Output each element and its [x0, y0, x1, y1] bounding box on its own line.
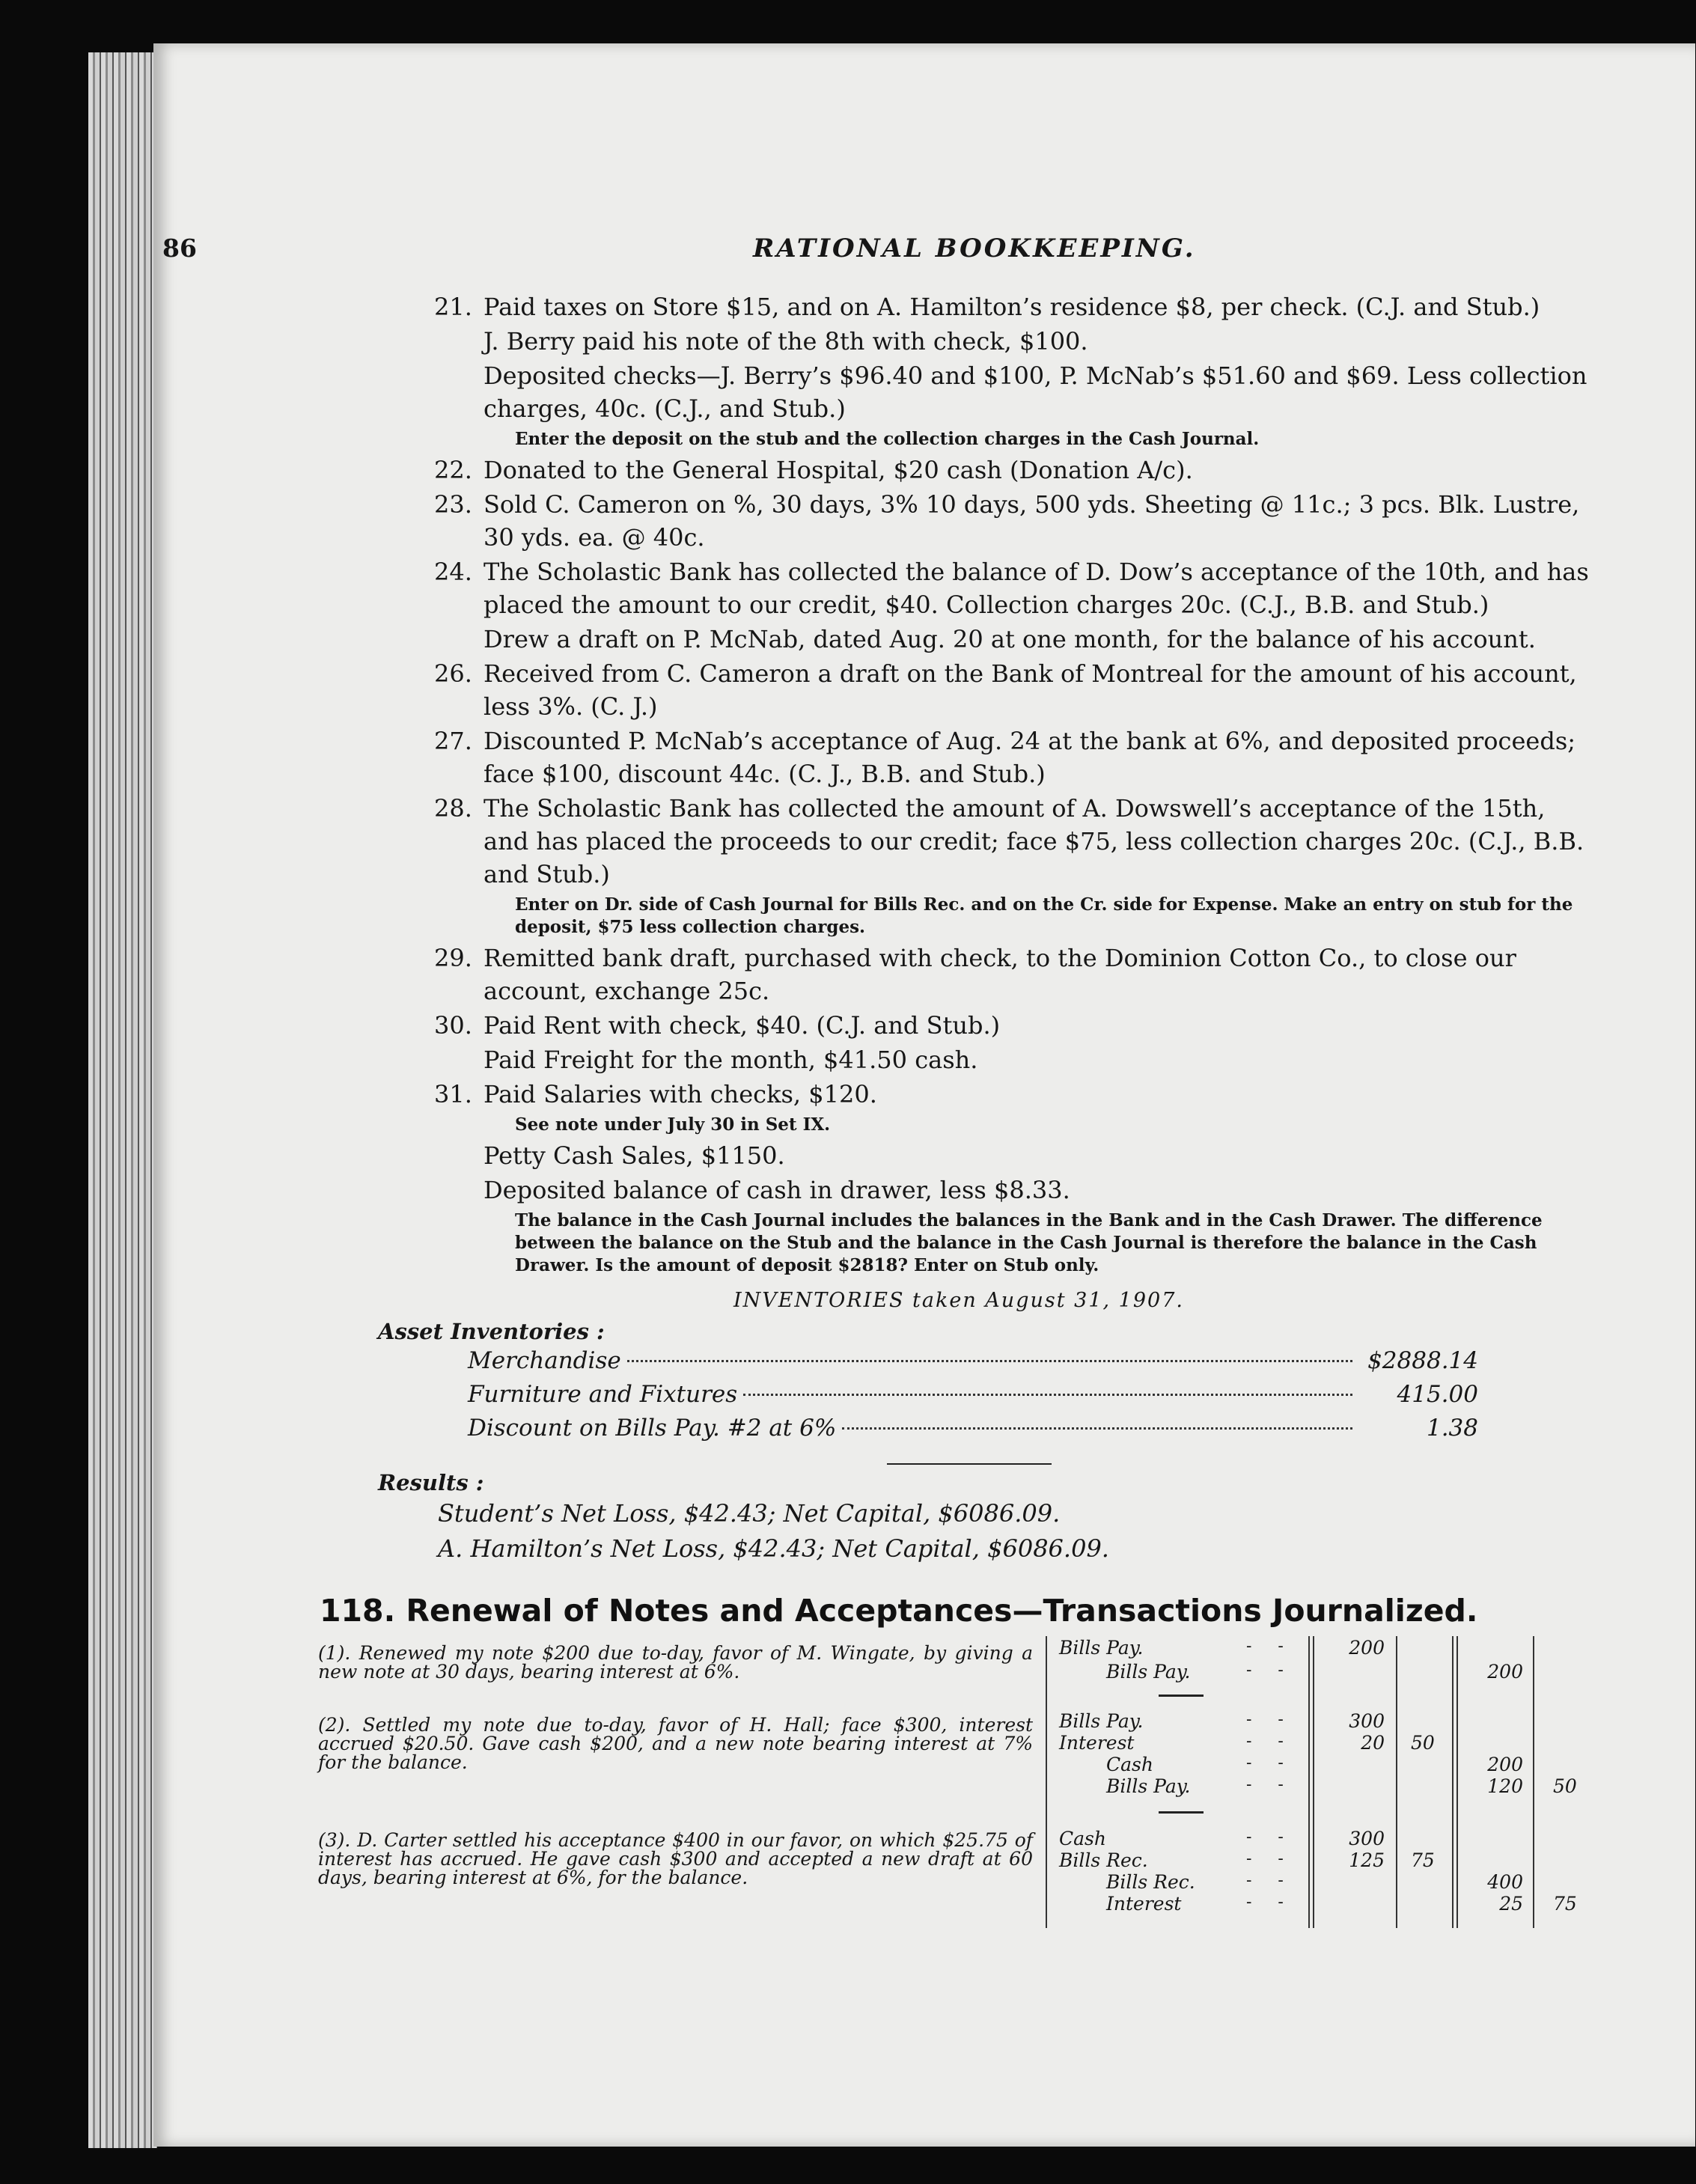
entry-day: 28. [434, 794, 472, 823]
journal-rule [1308, 1636, 1310, 1928]
entry-note: Enter the deposit on the stub and the collection charges in the Cash Journal. [515, 429, 1260, 449]
journal-account: Bills Pay. [1106, 1775, 1191, 1797]
leader-dash: - - [1246, 1637, 1284, 1656]
entry-text: Paid Salaries with checks, $120. [484, 1080, 877, 1108]
page-number: 86 [162, 234, 197, 263]
journal-rule [1313, 1636, 1314, 1928]
entry-text: Discounted P. McNab’s acceptance of Aug. 24 at the bank at 6%, and deposited proceeds; face $100, discount 44c. (C. J., B.B. and Stub.) [484, 727, 1576, 788]
journal-account: Cash [1059, 1828, 1106, 1849]
credit-amount: 25 [1499, 1893, 1523, 1915]
result-line: A. Hamilton’s Net Loss, $42.43; Net Capital, $6086.09. [438, 1534, 1109, 1563]
inventories-title: INVENTORIES taken August 31, 1907. [733, 1289, 1184, 1312]
entry-text: The Scholastic Bank has collected the balance of D. Dow’s acceptance of the 10th, and has placed the amount to our credit, $40. Collection charges 20c. (C.J., B.B. and Stub.) [484, 558, 1589, 619]
journal-account: Cash [1106, 1754, 1153, 1775]
leader-dots [743, 1394, 1352, 1396]
leader-dots [627, 1360, 1352, 1362]
journal-account: Bills Pay. [1059, 1637, 1144, 1659]
inventory-label: Discount on Bills Pay. #2 at 6% [468, 1415, 837, 1442]
entry-text: Sold C. Cameron on %, 30 days, 3% 10 days, 500 yds. Sheeting @ 11c.; 3 pcs. Blk. Lustre, 30 yds. ea. @ 40c. [484, 490, 1580, 552]
entry-31 [434, 1078, 1594, 1277]
entry-day: 27. [434, 727, 472, 755]
leader-dash: - - [1246, 1871, 1284, 1890]
entry-text: Paid Rent with check, $40. (C.J. and Stub.) [484, 1011, 1001, 1040]
leader-dash: - - [1246, 1732, 1284, 1751]
inventory-row [468, 1381, 1478, 1408]
entry-day: 31. [434, 1080, 472, 1108]
entry-29 [434, 942, 1594, 1007]
leader-dash: - - [1246, 1661, 1284, 1680]
entry-separator [1159, 1811, 1204, 1814]
divider [887, 1463, 1052, 1465]
entry-text: J. Berry paid his note of the 8th with check, $100. [484, 327, 1088, 356]
debit-cents: 50 [1411, 1732, 1435, 1754]
transaction-description: (2). Settled my note due to-day, favor of H. Hall; face $300, interest accrued $20.50. Gave cash $200, and a new note bearing interest at 7% for the balance. [318, 1714, 1033, 1773]
transaction-description: (1). Renewed my note $200 due to-day, favor of M. Wingate, by giving a new note at 30 days, bearing interest at 6%. [318, 1642, 1033, 1683]
transaction-description: (3). D. Carter settled his acceptance $400 in our favor, on which $25.75 of interest has accrued. He gave cash $300 and accepted a new draft at 60 days, bearing interest at 6%, for the balance. [318, 1829, 1033, 1888]
journal-rule [1456, 1636, 1458, 1928]
leader-dash: - - [1246, 1754, 1284, 1772]
inventory-value: 415.00 [1397, 1381, 1478, 1408]
entry-day: 22. [434, 456, 472, 484]
leader-dash: - - [1246, 1849, 1284, 1868]
journal-rule [1046, 1636, 1047, 1928]
entry-24 [434, 555, 1594, 656]
entry-day: 30. [434, 1011, 472, 1040]
entry-text: Deposited checks—J. Berry’s $96.40 and $100, P. McNab’s $51.60 and $69. Less collection charges, 40c. (C.J., and Stub.) [484, 362, 1587, 423]
inventory-label: Furniture and Fixtures [468, 1381, 738, 1408]
debit-cents: 75 [1411, 1849, 1435, 1871]
book-spine [88, 52, 157, 2148]
journal-account: Bills Pay. [1059, 1710, 1144, 1732]
entry-21 [434, 290, 1594, 451]
journal-rule [1533, 1636, 1534, 1928]
result-line: Student’s Net Loss, $42.43; Net Capital, $6086.09. [438, 1499, 1061, 1528]
leader-dash: - - [1246, 1828, 1284, 1846]
inventory-value: 1.38 [1426, 1415, 1478, 1442]
leader-dots [842, 1427, 1352, 1430]
entry-day: 24. [434, 558, 472, 586]
entry-day: 29. [434, 944, 472, 972]
entry-26 [434, 657, 1594, 723]
leader-dash: - - [1246, 1710, 1284, 1729]
entry-day: 21. [434, 293, 472, 321]
debit-amount: 300 [1349, 1828, 1385, 1849]
leader-dash: - - [1246, 1775, 1284, 1794]
entry-text: The Scholastic Bank has collected the amount of A. Dowswell’s acceptance of the 15th, and has placed the proceeds to our credit; face $75, less collection charges 20c. (C.J., B.B. and Stub.) [484, 794, 1584, 888]
leader-dash: - - [1246, 1893, 1284, 1912]
credit-cents: 75 [1553, 1893, 1577, 1915]
asset-inventories-heading: Asset Inventories : [378, 1319, 605, 1344]
debit-amount: 300 [1349, 1710, 1385, 1732]
inventory-label: Merchandise [468, 1347, 621, 1374]
journal-rule [1452, 1636, 1454, 1928]
running-title: RATIONAL BOOKKEEPING. [753, 234, 1196, 263]
entry-text: Paid taxes on Store $15, and on A. Hamilton’s residence $8, per check. (C.J. and Stub.) [484, 293, 1540, 321]
journal-account: Bills Rec. [1106, 1871, 1195, 1893]
entry-22 [434, 454, 1594, 486]
results-heading: Results : [378, 1470, 484, 1495]
entry-23 [434, 488, 1594, 554]
entry-30 [434, 1009, 1594, 1076]
entry-day: 23. [434, 490, 472, 519]
credit-amount: 400 [1487, 1871, 1523, 1893]
inventory-row [468, 1415, 1478, 1442]
inventory-row [468, 1347, 1478, 1374]
journal-account: Bills Pay. [1106, 1661, 1191, 1683]
journal-account: Bills Rec. [1059, 1849, 1148, 1871]
journal-account: Interest [1106, 1893, 1182, 1915]
credit-cents: 50 [1553, 1775, 1577, 1797]
journal-account: Interest [1059, 1732, 1135, 1754]
entry-separator [1159, 1695, 1204, 1697]
entry-27 [434, 725, 1594, 790]
debit-amount: 200 [1349, 1637, 1385, 1659]
debit-amount: 125 [1349, 1849, 1385, 1871]
entry-note: The balance in the Cash Journal includes the balances in the Bank and in the Cash Drawer. The difference between the balance on the Stub and the balance in the Cash Journal is therefore the balance in the Cash Drawer. Is the amount of deposit $2818? Enter on Stub only. [515, 1210, 1543, 1275]
entry-text: Donated to the General Hospital, $20 cash (Donation A/c). [484, 456, 1193, 484]
entry-text: Paid Freight for the month, $41.50 cash. [484, 1046, 978, 1074]
entry-text: Remitted bank draft, purchased with check, to the Dominion Cotton Co., to close our account, exchange 25c. [484, 944, 1516, 1005]
inventory-value: $2888.14 [1367, 1347, 1478, 1374]
credit-amount: 120 [1487, 1775, 1523, 1797]
entry-note: See note under July 30 in Set IX. [515, 1114, 831, 1135]
journal-rule [1396, 1636, 1397, 1928]
entry-text: Received from C. Cameron a draft on the Bank of Montreal for the amount of his account, less 3%. (C. J.) [484, 659, 1577, 721]
entry-28 [434, 792, 1594, 939]
credit-amount: 200 [1487, 1661, 1523, 1683]
debit-amount: 20 [1361, 1732, 1385, 1754]
credit-amount: 200 [1487, 1754, 1523, 1775]
entry-text: Deposited balance of cash in drawer, less $8.33. [484, 1176, 1070, 1204]
entry-text: Petty Cash Sales, $1150. [484, 1141, 785, 1170]
entry-day: 26. [434, 659, 472, 688]
section-heading: 118. Renewal of Notes and Acceptances—Transactions Journalized. [320, 1593, 1478, 1629]
entry-text: Drew a draft on P. McNab, dated Aug. 20 at one month, for the balance of his account. [484, 625, 1536, 653]
entry-note: Enter on Dr. side of Cash Journal for Bills Rec. and on the Cr. side for Expense. Make an entry on stub for the deposit, $75 less collection charges. [515, 894, 1573, 937]
transaction-list [434, 290, 1594, 1280]
